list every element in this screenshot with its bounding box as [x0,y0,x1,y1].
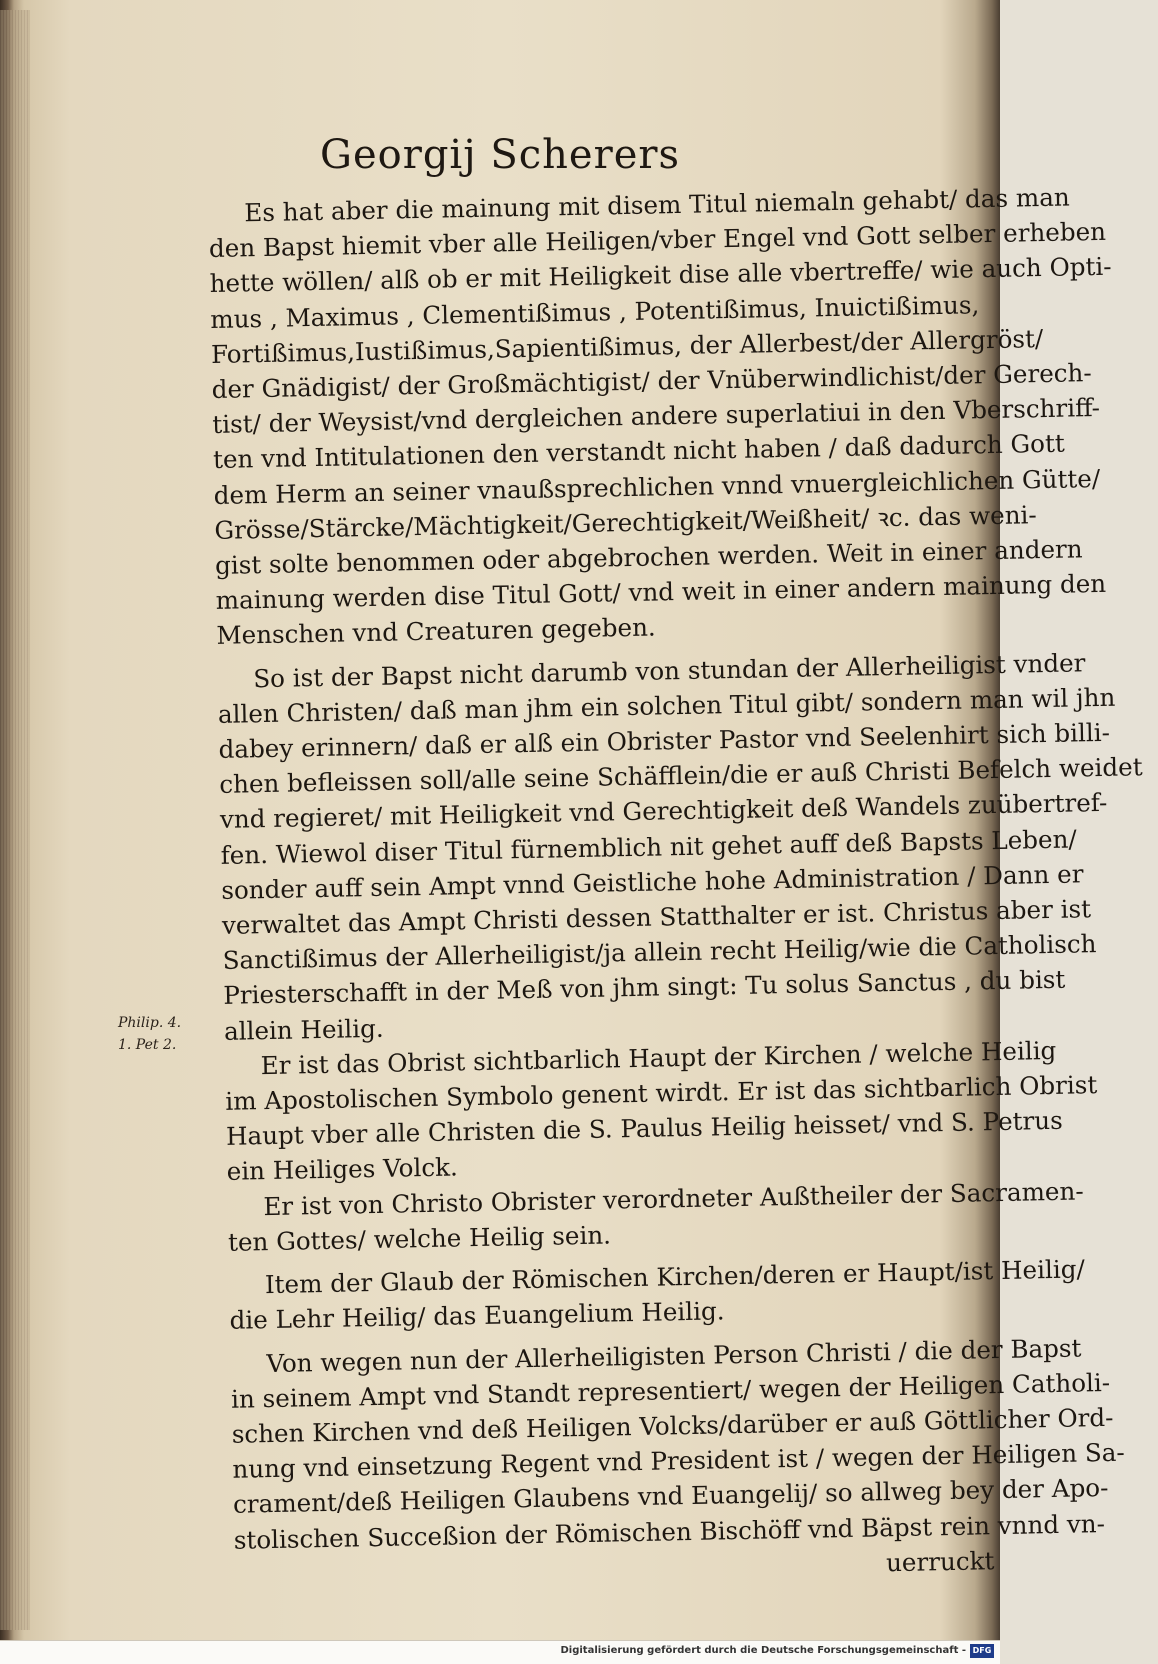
text-line: Es hat aber die mainung mit disem Titul niemaln gehabt/ das man [244,182,1070,228]
text-line: im Apostolischen Symbolo genent wirdt. Er ist das sichtbarlich Obrist [225,1070,1098,1116]
marginal-note: 1. Pet 2. [118,1037,177,1053]
text-line: crament/deß Heiligen Glaubens vnd Euangelij/ so allweg bey der Apo- [232,1473,1109,1520]
text-line: chen befleissen soll/alle seine Schäfflein/die er auß Christi Befelch weidet [219,752,1143,800]
text-line: ten Gottes/ welche Heilig sein. [227,1220,612,1257]
text-line: dem Herm an seiner vnaußsprechlichen vnnd vnuergleichlichen Gütte/ [213,463,1101,510]
text-line: mus , Maximus , Clementißimus , Potentißimus, Inuictißimus, [210,289,980,334]
text-line: der Gnädigist/ der Großmächtigist/ der Vnüberwindlichist/der Gerech- [211,358,1092,404]
text-line: Grösse/Stärcke/Mächtigkeit/Gerechtigkeit/Weißheit/ ꝛc. das weni- [214,499,1037,545]
page-edges [0,10,30,1630]
dfg-logo: DFG [970,1644,994,1658]
text-line: Er ist das Obrist sichtbarlich Haupt der Kirchen / welche Heilig [260,1035,1057,1081]
marginal-notes [118,1012,208,1056]
text-line: in seinem Ampt vnd Standt representiert/ wegen der Heiligen Catholi- [230,1367,1111,1414]
text-line: Haupt vber alle Christen die S. Paulus Heilig heisset/ vnd S. Petrus [225,1106,1063,1152]
text-line: Von wegen nun der Allerheiligisten Person Christi / die der Bapst [266,1332,1082,1378]
text-line: tist/ der Weysist/vnd dergleichen andere superlatiui in den Vberschriff- [212,393,1101,440]
text-line: Priesterschafft in der Meß von jhm singt: Tu solus Sanctus , du bist [223,965,1066,1011]
text-line: stolischen Succeßion der Römischen Bischöff vnd Bäpst rein vnnd vn- [233,1508,1106,1555]
text-line: ten vnd Intitulationen den verstandt nicht haben / daß dadurch Gott [212,429,1065,475]
text-line: Menschen vnd Creaturen gegeben. [216,612,657,651]
footer-bar [0,1640,1000,1664]
text-line: allein Heilig. [223,1013,384,1046]
text-line: gist solte benommen oder abgebrochen werden. Weit in einer andern [214,534,1083,580]
text-line: verwaltet das Ampt Christi dessen Statthalter er ist. Christus aber ist [221,894,1092,940]
text-line: Er ist von Christo Obrister verordneter Außtheiler der Sacramen- [263,1176,1084,1221]
text-line: nung vnd einsetzung Regent vnd President ist / wegen der Heiligen Sa- [232,1437,1125,1484]
text-line: ein Heiliges Volck. [226,1152,459,1187]
text-line: mainung werden dise Titul Gott/ vnd weit in einer andern mainung den [215,569,1107,616]
main-text [208,181,1143,1593]
text-line: hette wöllen/ alß ob er mit Heiligkeit dise alle vbertreffe/ wie auch Opti- [209,252,1112,299]
text-line: vnd regieret/ mit Heiligkeit vnd Gerechtigkeit deß Wandels zuübertref- [219,788,1108,835]
running-head: Georgij Scherers [319,132,681,178]
text-line: Fortißimus,Iustißimus,Sapientißimus, der Allerbest/der Allergröst/ [210,323,1044,369]
marginal-note: Philip. 4. [118,1015,182,1031]
catchword: uerruckt [885,1545,995,1577]
footer-credit: Digitalisierung gefördert durch die Deutsche Forschungsgemeinschaft - [560,1645,966,1656]
text-line: allen Christen/ daß man jhm ein solchen Titul gibt/ sondern man wil jhn [217,682,1116,729]
text-line: dabey erinnern/ daß er alß ein Obrister Pastor vnd Seelenhirt sich billi- [218,717,1111,764]
text-line: sonder auff sein Ampt vnnd Geistliche hohe Administration / Dann er [221,859,1084,905]
text-line: Sanctißimus der Allerheiligist/ja allein recht Heilig/wie die Catholisch [222,929,1097,976]
text-line: schen Kirchen vnd deß Heiligen Volcks/darüber er auß Göttlicher Ord- [231,1402,1114,1449]
text-line: fen. Wiewol diser Titul fürnemblich nit gehet auff deß Bapsts Leben/ [220,824,1077,870]
text-line: Item der Glaub der Römischen Kirchen/deren er Haupt/ist Heilig/ [264,1254,1085,1300]
text-line: So ist der Bapst nicht darumb von stundan der Allerheiligist vnder [252,647,1086,693]
text-line: die Lehr Heilig/ das Euangelium Heilig. [229,1296,725,1336]
text-line: den Bapst hiemit vber alle Heiligen/vber Engel vnd Gott selber erheben [208,216,1107,264]
